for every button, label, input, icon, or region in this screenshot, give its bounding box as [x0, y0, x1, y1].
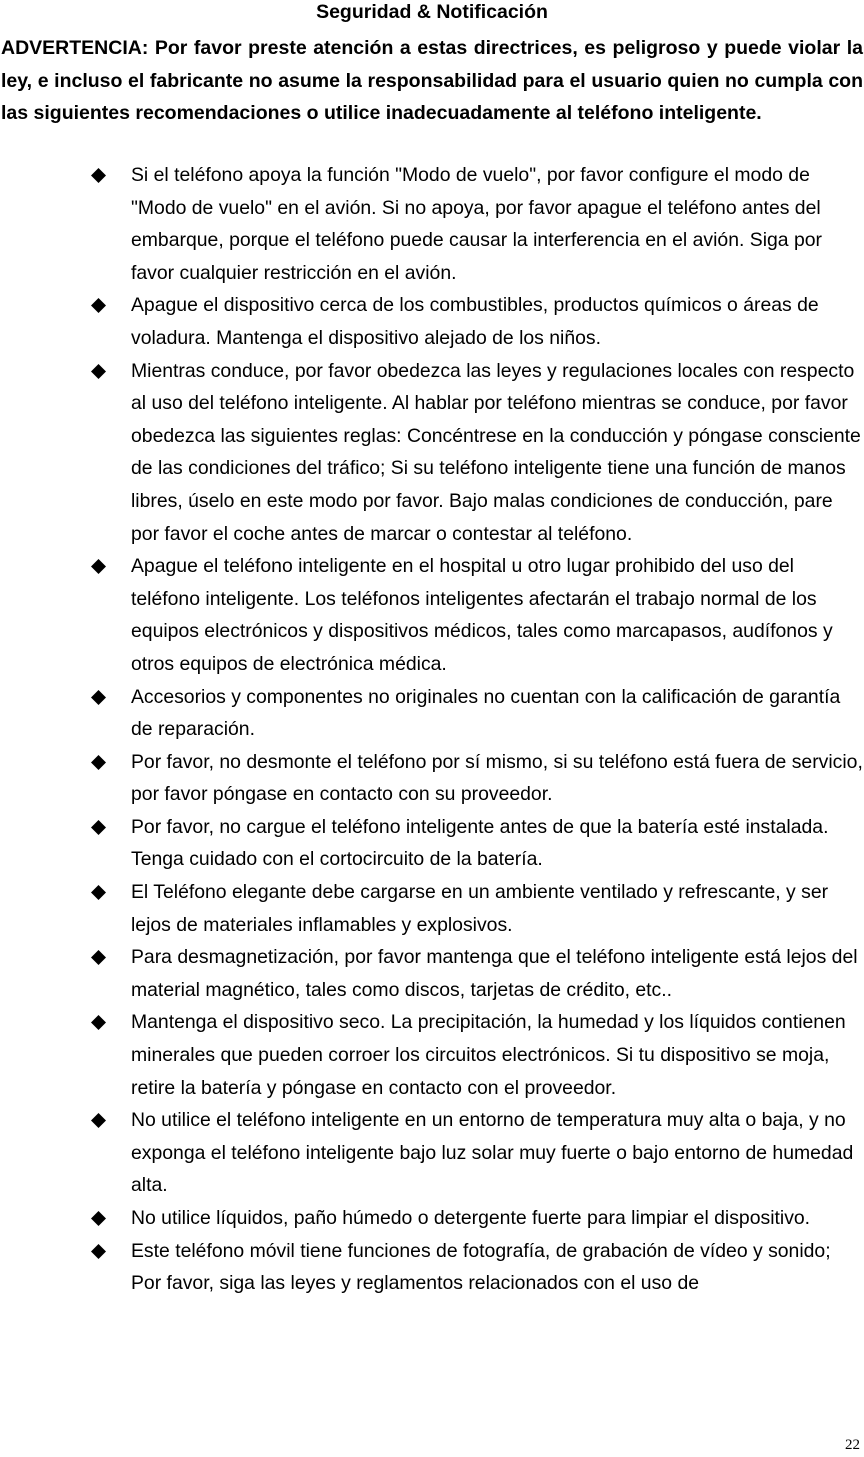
diamond-bullet-icon	[91, 885, 106, 900]
list-item	[0, 550, 864, 680]
list-item-text: Si el teléfono apoya la función "Modo de vuelo", por favor configure el modo de "Modo de vuelo" en el avión. Si no apoya, por favor apague el teléfono antes del embarque, porque el teléfono puede causar la interferencia en el avión. Siga por favor cualquier restricción en el avión.	[131, 164, 822, 284]
diamond-bullet-icon	[91, 1015, 106, 1030]
list-item-text: No utilice líquidos, paño húmedo o detergente fuerte para limpiar el dispositivo.	[131, 1207, 811, 1229]
list-item	[0, 1235, 864, 1300]
list-item-text: Apague el teléfono inteligente en el hospital u otro lugar prohibido del uso del teléfono inteligente. Los teléfonos inteligentes afectarán el trabajo normal de los equipos electrónicos y dispositivos médicos, tales como marcapasos, audífonos y otros equipos de electrónica médica.	[131, 555, 833, 675]
page-title: Seguridad & Notificación	[316, 1, 548, 23]
diamond-bullet-icon	[91, 755, 106, 770]
list-item-text: Por favor, no cargue el teléfono inteligente antes de que la batería esté instalada. Tenga cuidado con el cortocircuito de la batería.	[131, 815, 829, 871]
page-number: 22	[845, 1437, 860, 1453]
diamond-bullet-icon	[91, 1244, 106, 1259]
list-item	[0, 1202, 864, 1235]
list-item	[0, 1104, 864, 1202]
diamond-bullet-icon	[91, 1211, 106, 1226]
list-item	[0, 941, 864, 1006]
list-item-text: Para desmagnetización, por favor mantenga que el teléfono inteligente está lejos del material magnético, tales como discos, tarjetas de crédito, etc..	[131, 946, 858, 1001]
list-item-text: Mantenga el dispositivo seco. La precipitación, la humedad y los líquidos contienen minerales que pueden corroer los circuitos electrónicos. Si tu dispositivo se moja, retire la batería y póngase en contacto con el proveedor.	[131, 1011, 846, 1099]
list-item-text: Accesorios y componentes no originales no cuentan con la calificación de garantía de reparación.	[131, 685, 841, 741]
list-item	[0, 811, 864, 876]
list-item	[0, 1006, 864, 1104]
diamond-bullet-icon	[91, 820, 106, 835]
list-item	[0, 746, 864, 811]
list-item-text: Apague el dispositivo cerca de los combustibles, productos químicos o áreas de voladura. Mantenga el dispositivo alejado de los niños.	[131, 294, 819, 349]
diamond-bullet-icon	[91, 690, 106, 705]
list-item-text: Este teléfono móvil tiene funciones de fotografía, de grabación de vídeo y sonido; Por favor, siga las leyes y reglamentos relacionados con el uso de	[131, 1239, 831, 1295]
list-item-text: El Teléfono elegante debe cargarse en un ambiente ventilado y refrescante, y ser lejos de materiales inflamables y explosivos.	[131, 881, 829, 936]
list-item-text: Por favor, no desmonte el teléfono por sí mismo, si su teléfono está fuera de servicio, por favor póngase en contacto con su proveedor.	[131, 750, 863, 806]
list-item	[0, 876, 864, 941]
diamond-bullet-icon	[91, 364, 106, 379]
warning-paragraph: ADVERTENCIA: Por favor preste atención a estas directrices, es peligroso y puede violar la ley, e incluso el fabricante no asume la responsabilidad para el usuario quien no cumpla con las siguientes recomendaciones o utilice inadecuadamente al teléfono inteligente.	[1, 37, 863, 125]
list-item-text: Mientras conduce, por favor obedezca las leyes y regulaciones locales con respecto al uso del teléfono inteligente. Al hablar por teléfono mientras se conduce, por favor obedezca las siguientes reglas: Concéntrese en la conducción y póngase consciente de las condiciones del tráfico; Si su teléfono inteligente tiene una función de manos libres, úselo en este modo por favor. Bajo malas condiciones de conducción, pare por favor el coche antes de marcar o contestar al teléfono.	[131, 359, 861, 545]
list-item	[0, 355, 864, 551]
diamond-bullet-icon	[91, 168, 106, 183]
list-item	[0, 159, 864, 289]
diamond-bullet-icon	[91, 298, 106, 313]
diamond-bullet-icon	[91, 950, 106, 965]
diamond-bullet-icon	[91, 1113, 106, 1128]
list-item	[0, 289, 864, 354]
list-item	[0, 681, 864, 746]
list-item-text: No utilice el teléfono inteligente en un entorno de temperatura muy alta o baja, y no exponga el teléfono inteligente bajo luz solar muy fuerte o bajo entorno de humedad alta.	[131, 1109, 854, 1197]
safety-list	[0, 159, 864, 1300]
diamond-bullet-icon	[91, 559, 106, 574]
